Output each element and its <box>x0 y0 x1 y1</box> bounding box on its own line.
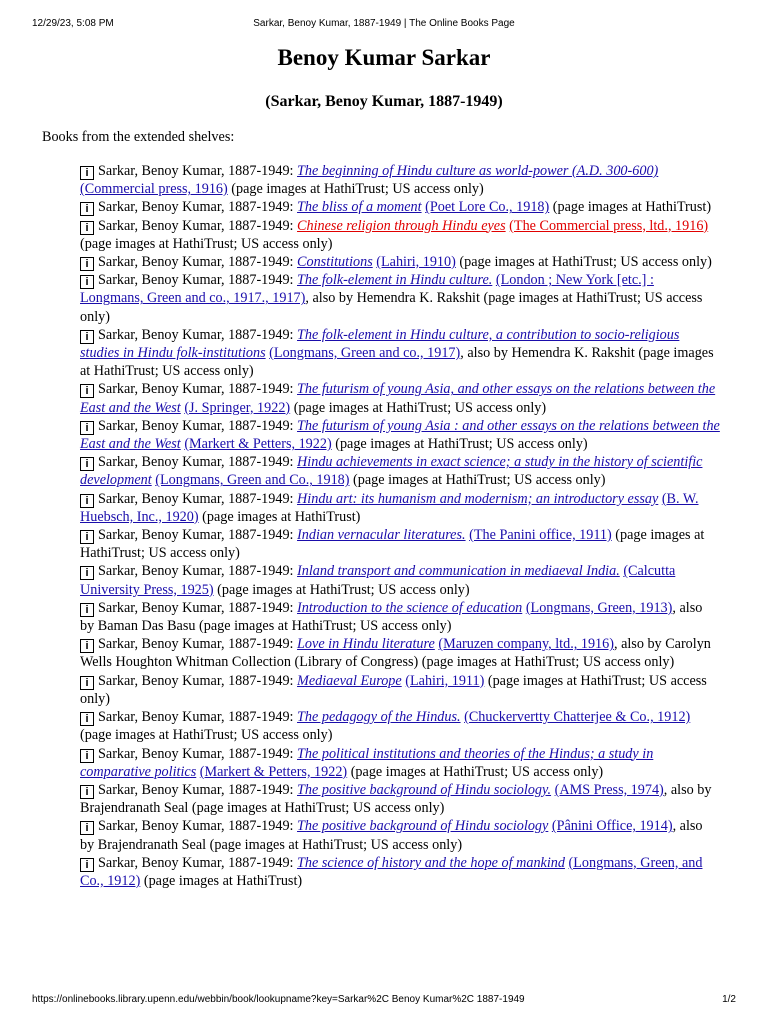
book-publisher-link[interactable]: (Lahiri, 1910) <box>376 254 456 271</box>
info-icon[interactable]: i <box>80 257 94 271</box>
print-page-number: 1/2 <box>722 994 736 1005</box>
book-publisher-link[interactable]: (The Commercial press, ltd., 1916) <box>509 217 709 234</box>
book-author: Sarkar, Benoy Kumar, 1887-1949: <box>98 781 298 798</box>
book-publisher-link[interactable]: (Longmans, Green and co., 1917) <box>269 345 461 362</box>
book-publisher-link[interactable]: (Longmans, Green, 1913) <box>525 599 673 616</box>
book-author: Sarkar, Benoy Kumar, 1887-1949: <box>98 163 298 179</box>
print-footer <box>0 994 768 1008</box>
info-icon[interactable]: i <box>80 457 94 471</box>
book-list <box>0 162 720 890</box>
book-author: Sarkar, Benoy Kumar, 1887-1949: <box>98 709 298 726</box>
book-entry <box>80 854 720 890</box>
book-author: Sarkar, Benoy Kumar, 1887-1949: <box>98 417 298 434</box>
book-title-link[interactable]: The bliss of a moment <box>297 199 422 216</box>
book-access-note: (page images at HathiTrust; US access only) <box>191 800 445 817</box>
book-title-link[interactable]: Indian vernacular literatures. <box>297 527 466 544</box>
book-access-note: (page images at HathiTrust; US access only) <box>80 727 333 744</box>
book-also-by: , also by Brajendranath Seal <box>80 818 703 853</box>
book-title-link[interactable]: The pedagogy of the Hindus. <box>297 709 461 726</box>
book-title-link[interactable]: Hindu achievements in exact science; a study in the history of scientific development <box>80 454 703 489</box>
info-icon[interactable]: i <box>80 384 94 398</box>
book-access-note: (page images at HathiTrust; US access only) <box>80 672 707 707</box>
book-entry <box>80 217 720 253</box>
book-title-link[interactable]: The folk-element in Hindu culture. <box>297 272 493 289</box>
book-publisher-link[interactable]: (London ; New York [etc.] : Longmans, Green and co., 1917., 1917) <box>80 272 654 307</box>
info-icon[interactable]: i <box>80 221 94 235</box>
book-author: Sarkar, Benoy Kumar, 1887-1949: <box>98 818 298 835</box>
book-entry <box>80 490 720 526</box>
info-icon[interactable]: i <box>80 712 94 726</box>
book-access-note: (page images at HathiTrust; US access only) <box>293 399 547 416</box>
book-access-note: (page images at HathiTrust; US access only) <box>353 472 606 489</box>
book-access-note: (page images at HathiTrust; US access only) <box>209 836 463 853</box>
book-entry <box>80 781 720 817</box>
book-access-note: (page images at HathiTrust; US access only) <box>199 618 452 635</box>
book-entry <box>80 417 720 453</box>
book-author: Sarkar, Benoy Kumar, 1887-1949: <box>98 490 298 507</box>
book-entry <box>80 271 720 326</box>
book-title-link[interactable]: Introduction to the science of education <box>297 599 523 616</box>
book-title-link[interactable]: The positive background of Hindu sociology <box>297 818 549 835</box>
book-publisher-link[interactable]: (B. W. Huebsch, Inc., 1920) <box>80 490 699 525</box>
book-entry <box>80 198 720 216</box>
info-icon[interactable]: i <box>80 566 94 580</box>
book-publisher-link[interactable]: (Lahiri, 1911) <box>405 672 485 689</box>
info-icon[interactable]: i <box>80 639 94 653</box>
book-title-link[interactable]: Constitutions <box>297 254 373 271</box>
book-access-note: (page images at HathiTrust; US access only) <box>459 254 712 271</box>
book-publisher-link[interactable]: (Commercial press, 1916) <box>80 181 228 198</box>
book-publisher-link[interactable]: (Maruzen company, ltd., 1916) <box>438 636 614 653</box>
info-icon[interactable]: i <box>80 530 94 544</box>
book-author: Sarkar, Benoy Kumar, 1887-1949: <box>98 254 298 271</box>
book-also-by: , also by Brajendranath Seal <box>80 781 712 817</box>
book-access-note: (page images at HathiTrust; US access only) <box>80 235 333 252</box>
book-access-note: (page images at HathiTrust; US access only) <box>231 181 484 198</box>
book-author: Sarkar, Benoy Kumar, 1887-1949: <box>98 854 298 871</box>
info-icon[interactable]: i <box>80 330 94 344</box>
book-author: Sarkar, Benoy Kumar, 1887-1949: <box>98 563 298 580</box>
book-author: Sarkar, Benoy Kumar, 1887-1949: <box>98 636 298 653</box>
book-author: Sarkar, Benoy Kumar, 1887-1949: <box>98 199 298 216</box>
book-author: Sarkar, Benoy Kumar, 1887-1949: <box>98 599 298 616</box>
book-entry <box>80 817 720 853</box>
info-icon[interactable]: i <box>80 676 94 690</box>
book-access-note: (page images at HathiTrust; US access only) <box>80 345 714 380</box>
book-title-link[interactable]: The folk-element in Hindu culture, a contribution to socio-religious studies in Hindu folk-institutions <box>80 326 680 362</box>
book-publisher-link[interactable]: (Markert & Petters, 1922) <box>199 763 348 780</box>
book-also-by: , also by Baman Das Basu <box>80 599 703 635</box>
book-title-link[interactable]: The positive background of Hindu sociology. <box>297 781 552 798</box>
shelves-intro: Books from the extended shelves: <box>42 129 235 145</box>
book-title-link[interactable]: Mediaeval Europe <box>297 672 402 689</box>
book-author: Sarkar, Benoy Kumar, 1887-1949: <box>98 272 298 289</box>
book-access-note: (page images at HathiTrust; US access only) <box>350 763 604 780</box>
book-author: Sarkar, Benoy Kumar, 1887-1949: <box>98 745 298 762</box>
book-also-by: , also by Carolyn Wells Houghton Whitman Collection (Library of Congress) <box>80 636 711 671</box>
book-author: Sarkar, Benoy Kumar, 1887-1949: <box>98 217 298 234</box>
info-icon[interactable]: i <box>80 275 94 289</box>
book-title-link[interactable]: Chinese religion through Hindu eyes <box>297 217 506 234</box>
book-access-note: (page images at HathiTrust) <box>552 199 712 216</box>
book-also-by: , also by Hemendra K. Rakshit <box>460 345 635 362</box>
book-publisher-link[interactable]: (AMS Press, 1974) <box>554 781 664 798</box>
page-content <box>0 40 768 890</box>
book-access-note: (page images at HathiTrust; US access only) <box>421 654 675 671</box>
print-url: https://onlinebooks.library.upenn.edu/webbin/book/lookupname?key=Sarkar%2C Benoy Kumar%2C 1887-1949 <box>32 994 525 1005</box>
print-datetime: 12/29/23, 5:08 PM <box>32 18 114 29</box>
info-icon[interactable]: i <box>80 821 94 835</box>
author-name-subtitle: (Sarkar, Benoy Kumar, 1887-1949) <box>265 93 503 110</box>
book-title-link[interactable]: The beginning of Hindu culture as world-power (A.D. 300-600) <box>297 163 659 179</box>
info-icon[interactable]: i <box>80 166 94 180</box>
book-author: Sarkar, Benoy Kumar, 1887-1949: <box>98 381 298 398</box>
book-entry <box>80 745 720 781</box>
book-access-note: (page images at HathiTrust; US access only) <box>217 581 470 598</box>
info-icon[interactable]: i <box>80 494 94 508</box>
book-entry <box>80 526 720 562</box>
print-page-title: Sarkar, Benoy Kumar, 1887-1949 | The Online Books Page <box>253 18 515 29</box>
info-icon[interactable]: i <box>80 202 94 216</box>
book-entry <box>80 708 720 744</box>
book-entry <box>80 453 720 489</box>
book-entry <box>80 326 720 381</box>
book-title-link[interactable]: The futurism of young Asia, and other essays on the relations between the East and the West <box>80 381 716 416</box>
book-author: Sarkar, Benoy Kumar, 1887-1949: <box>98 527 298 544</box>
book-title-link[interactable]: The futurism of young Asia : and other essays on the relations between the East and the West <box>80 417 720 453</box>
book-access-note: (page images at HathiTrust; US access only) <box>80 290 703 325</box>
book-title-link[interactable]: Love in Hindu literature <box>297 636 435 653</box>
book-publisher-link[interactable]: (Poet Lore Co., 1918) <box>425 199 550 216</box>
info-icon[interactable]: i <box>80 858 94 872</box>
book-access-note: (page images at HathiTrust) <box>202 508 361 525</box>
book-entry <box>80 635 720 671</box>
info-icon[interactable]: i <box>80 785 94 799</box>
book-access-note: (page images at HathiTrust) <box>143 872 303 889</box>
book-publisher-link[interactable]: (J. Springer, 1922) <box>184 399 291 416</box>
book-access-note: (page images at HathiTrust; US access only) <box>335 436 588 453</box>
book-author: Sarkar, Benoy Kumar, 1887-1949: <box>98 454 298 471</box>
print-header <box>0 18 768 32</box>
book-publisher-link[interactable]: (Longmans, Green and Co., 1918) <box>155 472 350 489</box>
book-title-link[interactable]: The science of history and the hope of mankind <box>297 854 565 871</box>
page-title: Benoy Kumar Sarkar <box>277 45 491 70</box>
book-publisher-link[interactable]: (Markert & Petters, 1922) <box>184 436 332 453</box>
book-entry <box>80 253 720 271</box>
book-entry <box>80 162 720 198</box>
info-icon[interactable]: i <box>80 603 94 617</box>
book-publisher-link[interactable]: (Calcutta University Press, 1925) <box>80 563 676 598</box>
book-publisher-link[interactable]: (Longmans, Green, and Co., 1912) <box>80 854 703 889</box>
book-author: Sarkar, Benoy Kumar, 1887-1949: <box>98 672 298 689</box>
book-author: Sarkar, Benoy Kumar, 1887-1949: <box>98 326 298 343</box>
book-title-link[interactable]: The political institutions and theories of the Hindus; a study in comparative politics <box>80 745 654 780</box>
book-title-link[interactable]: Hindu art: its humanism and modernism; an introductory essay <box>297 490 659 507</box>
book-title-link[interactable]: Inland transport and communication in mediaeval India. <box>297 563 620 580</box>
book-publisher-link[interactable]: (Chuckervertty Chatterjee & Co., 1912) <box>464 709 691 726</box>
book-entry <box>80 672 720 708</box>
book-entry <box>80 562 720 598</box>
info-icon[interactable]: i <box>80 421 94 435</box>
info-icon[interactable]: i <box>80 749 94 763</box>
book-also-by: , also by Hemendra K. Rakshit <box>305 290 480 307</box>
book-entry <box>80 380 720 416</box>
book-publisher-link[interactable]: (The Panini office, 1911) <box>469 527 612 544</box>
book-publisher-link[interactable]: (Pânini Office, 1914) <box>551 818 673 835</box>
book-access-note: (page images at HathiTrust; US access only) <box>80 527 705 562</box>
book-entry <box>80 599 720 635</box>
